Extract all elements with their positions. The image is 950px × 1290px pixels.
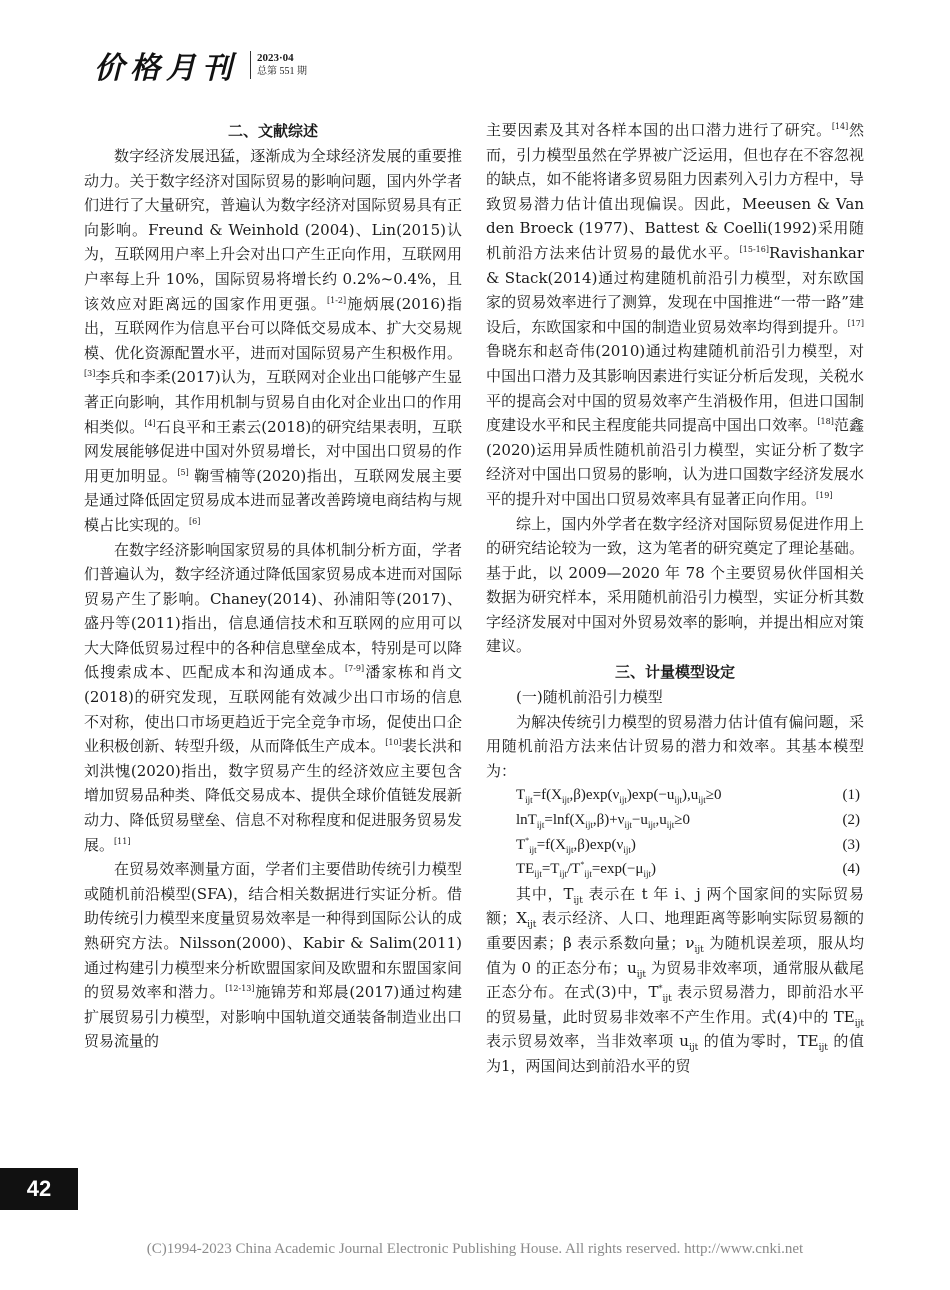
citation: [14] xyxy=(831,122,849,131)
issue-info xyxy=(250,51,307,79)
citation: [10] xyxy=(385,738,402,748)
equation-number: (3) xyxy=(842,836,860,853)
equation-2: $\ln T_{ijt}=\ln f(X_{ijt},\beta)+\nu_{ijt}-u_{ijt},u_{ijt}\ge 0$ (2) xyxy=(486,808,864,833)
citation: [12-13] xyxy=(225,984,255,994)
journal-masthead xyxy=(88,46,307,84)
paragraph: 综上，国内外学者在数字经济对国际贸易促进作用上的研究结论较为一致，这为笔者的研究奠定了理论基础。基于此，以 2009—2020 年 78 个主要贸易伙伴国相关数据为研究样本，采用随机前沿引力模型，实证分析其数字经济发展对中国对外贸易效率的影响，并提出相应对策建议。 xyxy=(486,514,864,656)
issue-total: 总第 551 期 xyxy=(257,66,307,77)
paragraph: 在贸易效率测量方面，学者们主要借助传统引力模型或随机前沿模型(SFA)，结合相关数据进行实证分析。借助传统引力模型来度量贸易效率是一种得到国际公认的成熟研究方法。Nilsson(2000)、Kabir & Salim(2011)通过构建引力模型来分析欧盟国家间及欧盟和东盟国家间的贸易效率和潜力。[12-13]施锦芳和郑晨(2017)通过构建扩展贸易引力模型，对影响中国轨道交通装备制造业出口贸易流量的 xyxy=(84,860,462,1051)
subsection-heading: (一)随机前沿引力模型 xyxy=(516,688,663,707)
citation: [6] xyxy=(189,516,201,526)
journal-logo: 价格月刊 xyxy=(94,51,238,86)
citation: [17] xyxy=(847,318,864,328)
citation: [5] xyxy=(177,467,189,477)
citation: [4] xyxy=(144,418,156,428)
right-column xyxy=(486,118,864,1079)
equation-3: $T^*_{ijt}=f(X_{ijt},\beta)\exp(\nu_{ijt})$ (3) xyxy=(486,833,864,858)
equation-number: (4) xyxy=(842,861,860,878)
issue-date: 2023·04 xyxy=(257,52,294,64)
equation-number: (2) xyxy=(842,812,860,829)
copyright-footer: (C)1994-2023 China Academic Journal Electronic Publishing House. All rights reserved. http://www.cnki.net xyxy=(146,1241,804,1257)
paragraph: 在数字经济影响国家贸易的具体机制分析方面，学者们普遍认为，数字经济通过降低国家贸易成本进而对国际贸易产生了影响。Chaney(2014)、孙浦阳等(2017)、盛丹等(2011)指出，信息通信技术和互联网的应用可以大大降低贸易过程中的各种信息壁垒成本，特别是可以降低搜索成本、匹配成本和沟通成本。[7-9]潘家栋和肖文(2018)的研究发现，互联网能有效减少出口市场的信息不对称，使出口市场更趋近于完全竞争市场，促使出口企业积极创新、转型升级，从而降低生产成本。[10]裴长洪和刘洪愧(2020)指出，数字贸易产生的经济效应主要包含增加贸易品种类、降低交易成本、提供全球价值链发展新动力、降低贸易壁垒、信息不对称程度和促进服务贸易发展。[11] xyxy=(84,540,462,854)
citation: [1-2] xyxy=(326,295,347,305)
left-column xyxy=(84,118,462,1054)
section-heading-literature-review: 二、文献综述 xyxy=(227,122,318,140)
paragraph: 主要因素及其对各样本国的出口潜力进行了研究。[14]然而，引力模型虽然在学界被广泛运用，但也存在不容忽视的缺点，如不能将诸多贸易阻力因素列入引力方程中，导致贸易潜力估计值出现偏误。因此，Meeusen & Van den Broeck (1977)、Battest & Coelli(1992)采用随机前沿方法来估计贸易的最优水平。[15-16]Ravishankar & Stack(2014)通过构建随机前沿引力模型，对东欧国家的贸易效率进行了测算，发现在中国推进“一带一路”建设后，东欧国家和中国的制造业贸易效率均得到提升。[17]鲁晓东和赵奇伟(2010)通过构建随机前沿引力模型，对中国出口潜力及其影响因素进行实证分析后发现，关税水平的提高会对中国的贸易效率产生消极作用，但进口国制度建设水平和民主程度能共同提高中国出口效率。[18]范鑫(2020)运用异质性随机前沿引力模型，实证分析了数字经济对中国出口贸易的影响，认为进口国数字经济发展水平的提升对中国出口贸易效率具有显著正向作用。[19] xyxy=(486,121,864,508)
citation: [11] xyxy=(114,836,131,846)
equation-number: (1) xyxy=(842,787,860,804)
paragraph: 为解决传统引力模型的贸易潜力估计值有偏问题，采用随机前沿方法来估计贸易的潜力和效率。其基本模型为： xyxy=(486,712,864,780)
citation: [7-9] xyxy=(344,664,365,674)
equation-4: $TE_{ijt}=T_{ijt}/T^*_{ijt}=\exp(-\mu_{ijt})$ (4) xyxy=(486,857,864,882)
equation-1: $T_{ijt}=f(X_{ijt},\beta)\exp(\nu_{ijt})\exp(-u_{ijt}),u_{ijt}\ge 0$ (1) xyxy=(486,783,864,808)
citation: [18] xyxy=(817,417,834,427)
citation: [19] xyxy=(816,490,833,500)
section-heading-model-setup: 三、计量模型设定 xyxy=(614,663,735,682)
page-number: 42 xyxy=(0,1168,78,1210)
paragraph: 其中，$T_{ijt}$ 表示在 t 年 i、j 两个国家间的实际贸易额；$X_{ijt}$ 表示经济、人口、地理距离等影响实际贸易额的重要因素；β 表示系数向量；$\nu_{ijt}$ 为随机误差项，服从均值为 0 的正态分布；$u_{ijt}$ 为贸易非效率项，通常服从截尾正态分布。在式(3)中，$T^*_{ijt}$ 表示贸易潜力，即前沿水平的贸易量，此时贸易非效率不产生作用。式(4)中的 $TE_{ijt}$ 表示贸易效率，当非效率项 $u_{ijt}$ 的值为零时，$TE_{ijt}$ 的值为1，两国间达到前沿水平的贸 xyxy=(486,884,864,1075)
paragraph: 数字经济发展迅猛，逐渐成为全球经济发展的重要推动力。关于数字经济对国际贸易的影响问题，国内外学者们进行了大量研究，普遍认为数字经济对国际贸易具有正向影响。Freund & Weinhold (2004)、Lin(2015)认为，互联网用户率上升会对出口产生正向作用，互联网用户率每上升 10%，国际贸易将增长约 0.2%~0.4%，且该效应对距离远的国家作用更强。[1-2]施炳展(2016)指出，互联网作为信息平台可以降低交易成本、扩大交易规模、优化资源配置水平，进而对国际贸易产生积极作用。[3]李兵和李柔(2017)认为，互联网对企业出口能够产生显著正向影响，其作用机制与贸易自由化对企业出口的作用相类似。[4]石良平和王素云(2018)的研究结果表明，互联网发展能够促进中国对外贸易增长，对中国出口贸易的作用更加明显。[5] 鞠雪楠等(2020)指出，互联网发展主要是通过降低固定贸易成本进而显著改善跨境电商结构与规模占比实现的。[6] xyxy=(84,147,462,534)
citation: [3] xyxy=(84,369,96,379)
citation: [15-16] xyxy=(739,244,769,254)
